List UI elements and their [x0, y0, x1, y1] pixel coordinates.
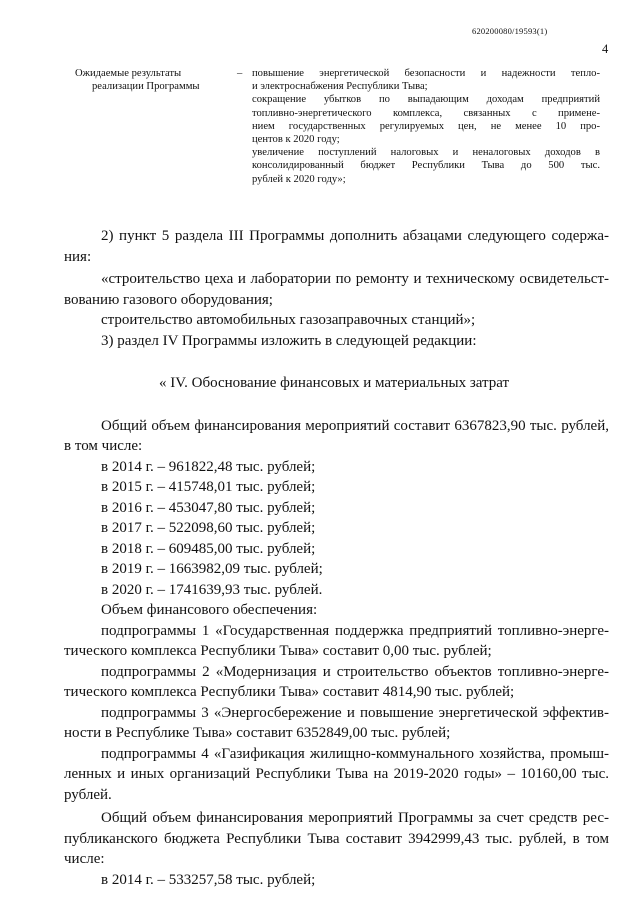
year-line: в 2015 г. – 415748,01 тыс. рублей;: [101, 479, 316, 495]
year-line: в 2019 г. – 1663982,09 тыс. рублей;: [101, 561, 323, 577]
paragraph-line: рублей.: [64, 786, 112, 803]
table-line: нием государственных регулируемых цен, не менее 10 про-: [252, 120, 600, 132]
year-line: в 2014 г. – 533257,58 тыс. рублей;: [101, 871, 316, 888]
year-line: в 2017 г. – 522098,60 тыс. рублей;: [101, 520, 316, 536]
paragraph-line: Общий объем финансирования мероприятий Программы за счет средств рес-: [101, 810, 609, 826]
table-label: [75, 67, 200, 93]
table-line: центов к 2020 году;: [252, 134, 340, 146]
paragraph-line: подпрограммы 2 «Модернизация и строительство объектов топливно-энерге-: [101, 663, 609, 680]
paragraph-line: Общий объем финансирования мероприятий составит 6367823,90 тыс. рублей,: [101, 417, 609, 434]
paragraph-line: ния:: [64, 248, 92, 265]
table-line: сокращение убытков по выпадающим доходам предприятий: [252, 94, 600, 106]
paragraph-line: подпрограммы 1 «Государственная поддержка предприятий топливно-энерге-: [101, 622, 609, 639]
year-line: в 2020 г. – 1741639,93 тыс. рублей.: [101, 581, 323, 598]
table-dash: –: [237, 68, 243, 79]
paragraph-line: числе:: [64, 851, 105, 867]
table-label-line: Ожидаемые результаты: [75, 68, 182, 79]
table-line: топливно-энергетического комплекса, связанных с примене-: [252, 107, 600, 119]
body-text: [0, 226, 640, 890]
table-line: увеличение поступлений налоговых и неналоговых доходов в: [252, 147, 600, 159]
table-line: рублей к 2020 году»;: [252, 173, 346, 185]
paragraph-line: Объем финансового обеспечения:: [101, 602, 318, 618]
paragraph-line: тического комплекса Республики Тыва» составит 4814,90 тыс. рублей;: [64, 684, 515, 700]
paragraph-line: подпрограммы 4 «Газификация жилищно-коммунального хозяйства, промыш-: [101, 745, 609, 762]
paragraph-line: вованию газового оборудования;: [64, 291, 273, 308]
paragraph-line: 3) раздел IV Программы изложить в следующей редакции:: [101, 332, 477, 349]
table-content: [252, 67, 600, 186]
paragraph-line: 2) пункт 5 раздела III Программы дополнить абзацами следующего содержа-: [101, 228, 609, 244]
year-line: в 2018 г. – 609485,00 тыс. рублей;: [101, 540, 316, 557]
paragraph-line: «строительство цеха и лаборатории по ремонту и техническому освидетельст-: [101, 271, 609, 287]
year-line: в 2014 г. – 961822,48 тыс. рублей;: [101, 458, 316, 475]
paragraph-line: тического комплекса Республики Тыва» составит 0,00 тыс. рублей;: [64, 643, 492, 659]
document-number: 620200080/19593(1): [472, 26, 548, 36]
table-line: повышение энергетической безопасности и надежности тепло-: [252, 68, 600, 79]
paragraph-line: подпрограммы 3 «Энергосбережение и повышение энергетической эффектив-: [101, 704, 609, 721]
table-line: консолидированный бюджет Республики Тыва до 500 тыс.: [252, 160, 600, 172]
paragraph-line: в том числе:: [64, 438, 143, 454]
page-number: 4: [602, 42, 609, 56]
table-label-line: реализации Программы: [92, 81, 200, 93]
year-line: в 2016 г. – 453047,80 тыс. рублей;: [101, 499, 316, 516]
section-heading: « IV. Обоснование финансовых и материальных затрат: [159, 375, 510, 391]
paragraph-line: строительство автомобильных газозаправочных станций»;: [101, 312, 476, 328]
paragraph-line: ленных и иных организаций Республики Тыва на 2019-2020 годы» – 10160,00 тыс.: [64, 766, 609, 782]
paragraph-line: ности в Республике Тыва» составит 6352849,00 тыс. рублей;: [64, 725, 451, 741]
paragraph-line: публиканского бюджета Республики Тыва составит 3942999,43 тыс. рублей, в том: [64, 830, 609, 847]
table-line: и электроснабжения Республики Тыва;: [252, 81, 428, 93]
